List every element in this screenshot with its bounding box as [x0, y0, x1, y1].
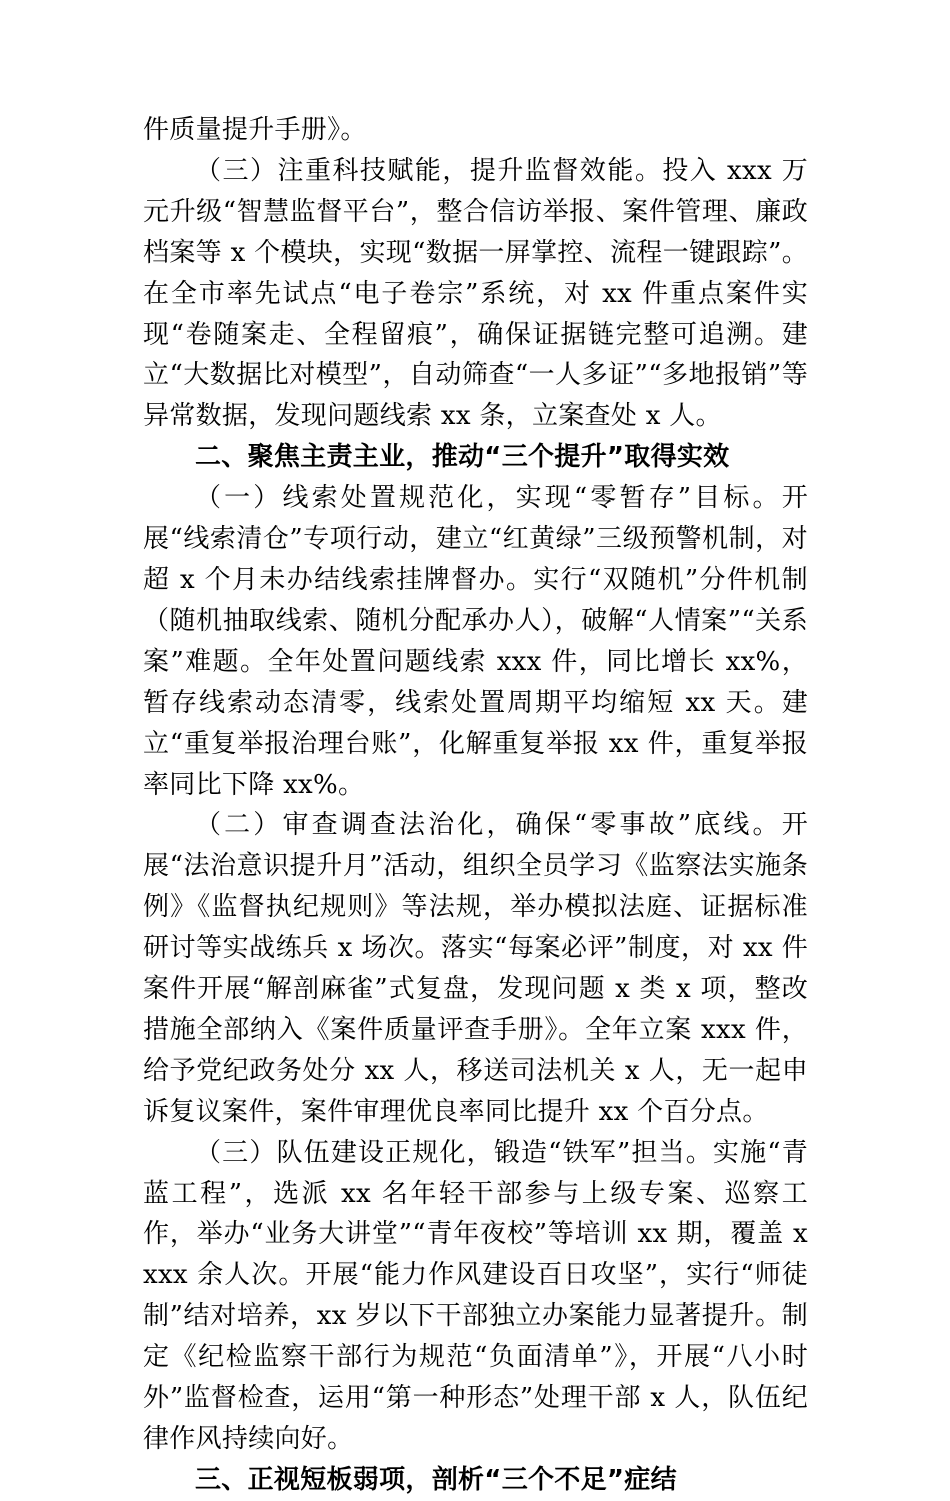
paragraph-continuation: 件质量提升手册》。: [143, 115, 367, 145]
paragraph-team-building: （三）队伍建设正规化，锻造“铁军”担当。实施“青蓝工程”，选派 xx 名年轻干部参与上级专案、巡察工作，举办“业务大讲堂”“青年夜校”等培训 xx 期，覆盖 xxxx 余人次。开展“能力作风建设百日攻坚”，实行“师徒制”结对培养，xx 岁以下干部独立办案能力显著提升。制定《纪检监察干部行为规范“负面清单”》，开展“八小时外”监督检查，运用“第一种形态”处理干部 x 人，队伍纪律作风持续向好。: [143, 1137, 808, 1454]
section-heading-two: 二、聚焦主责主业，推动“三个提升”取得实效: [195, 442, 730, 473]
paragraph-tech-empowerment: （三）注重科技赋能，提升监督效能。投入 xxx 万元升级“智慧监督平台”，整合信访举报、案件管理、廉政档案等 x 个模块，实现“数据一屏掌控、流程一键跟踪”。在全市率先试点“电子卷宗”系统，对 xx 件重点案件实现“卷随案走、全程留痕”，确保证据链完整可追溯。建立“大数据比对模型”，自动筛查“一人多证”“多地报销”等异常数据，发现问题线索 xx 条，立案查处 x 人。: [143, 155, 808, 432]
document-body: [143, 110, 808, 1501]
section-heading-three: 三、正视短板弱项，剖析“三个不足”症结: [195, 1464, 677, 1495]
paragraph-clue-handling: （一）线索处置规范化，实现“零暂存”目标。开展“线索清仓”专项行动，建立“红黄绿”三级预警机制，对超 x 个月未办结线索挂牌督办。实行“双随机”分件机制（随机抽取线索、随机分配承办人），破解“人情案”“关系案”难题。全年处置问题线索 xxx 件，同比增长 xx%，暂存线索动态清零，线索处置周期平均缩短 xx 天。建立“重复举报治理台账”，化解重复举报 xx 件，重复举报率同比下降 xx%。: [143, 483, 808, 800]
paragraph-investigation-rule-of-law: （二）审查调查法治化，确保“零事故”底线。开展“法治意识提升月”活动，组织全员学习《监察法实施条例》《监督执纪规则》等法规，举办模拟法庭、证据标准研讨等实战练兵 x 场次。落实“每案必评”制度，对 xx 件案件开展“解剖麻雀”式复盘，发现问题 x 类 x 项，整改措施全部纳入《案件质量评查手册》。全年立案 xxx 件，给予党纪政务处分 xx 人，移送司法机关 x 人，无一起申诉复议案件，案件审理优良率同比提升 xx 个百分点。: [143, 810, 808, 1127]
